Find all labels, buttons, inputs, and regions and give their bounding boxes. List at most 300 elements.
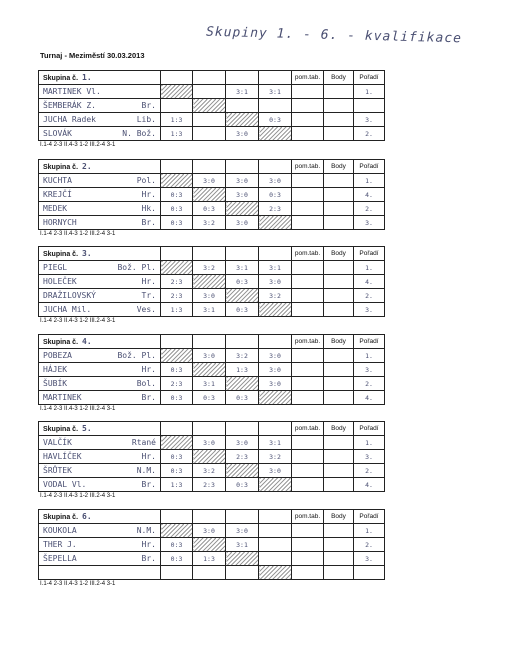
player-name: DRAŽILOVSKÝ [43, 291, 96, 300]
group-table-4 [38, 334, 385, 405]
player-cell [39, 85, 161, 99]
self-match-cell [161, 85, 193, 99]
body-cell [324, 113, 354, 127]
player-club: Tr. [141, 291, 156, 300]
pomtab-cell [292, 391, 324, 405]
self-match-cell [226, 289, 259, 303]
player-row [39, 289, 385, 303]
tournament-title: Turnaj - Meziměstí 30.03.2013 [40, 51, 145, 60]
poradi-cell: 3. [354, 303, 385, 317]
pomtab-header: pom.tab. [292, 71, 324, 85]
header-blank-cell [259, 335, 292, 349]
match-result-cell: 3:1 [226, 85, 259, 99]
player-row [39, 363, 385, 377]
player-club: Hr. [141, 452, 156, 461]
group-table-3 [38, 246, 385, 317]
group-label: Skupina č. [43, 251, 79, 258]
player-name: JUCHA Radek [43, 115, 96, 124]
player-cell [39, 450, 161, 464]
match-result-cell: 0:3 [161, 464, 193, 478]
player-cell [39, 289, 161, 303]
group-number: 1. [82, 73, 92, 82]
header-blank-cell [193, 510, 226, 524]
player-row [39, 85, 385, 99]
match-result-cell: 1:3 [226, 363, 259, 377]
player-club: Hr. [141, 190, 156, 199]
pomtab-header: pom.tab. [292, 160, 324, 174]
pomtab-cell [292, 174, 324, 188]
poradi-cell: 1. [354, 436, 385, 450]
self-match-cell [193, 188, 226, 202]
header-blank-cell [193, 160, 226, 174]
player-cell [39, 113, 161, 127]
player-cell [39, 261, 161, 275]
self-match-cell [161, 524, 193, 538]
match-result-cell: 3:1 [259, 436, 292, 450]
body-cell [324, 303, 354, 317]
body-cell [324, 174, 354, 188]
match-result-cell: 0:3 [161, 538, 193, 552]
header-blank-cell [193, 71, 226, 85]
pomtab-cell [292, 478, 324, 492]
body-cell [324, 436, 354, 450]
match-result-cell: 3:0 [226, 174, 259, 188]
match-result-cell: 3:1 [259, 85, 292, 99]
match-result-cell: 0:3 [259, 113, 292, 127]
self-match-cell [259, 216, 292, 230]
match-result-cell: 0:3 [259, 188, 292, 202]
header-blank-cell [259, 422, 292, 436]
player-row [39, 188, 385, 202]
match-result-cell [161, 566, 193, 580]
header-blank-cell [226, 247, 259, 261]
match-result-cell: 3:0 [259, 363, 292, 377]
group-header [39, 422, 161, 436]
poradi-cell: 2. [354, 202, 385, 216]
match-result-cell [193, 113, 226, 127]
body-cell [324, 538, 354, 552]
match-result-cell: 3:2 [259, 289, 292, 303]
player-name: KOUKOLA [43, 526, 77, 535]
body-header: Body [324, 510, 354, 524]
poradi-cell: 3. [354, 450, 385, 464]
player-row [39, 436, 385, 450]
header-blank-cell [259, 160, 292, 174]
match-result-cell: 3:2 [226, 349, 259, 363]
player-club: Hr. [141, 540, 156, 549]
header-blank-cell [226, 335, 259, 349]
match-result-cell: 1:3 [161, 478, 193, 492]
body-cell [324, 450, 354, 464]
player-club: Bol. [136, 379, 156, 388]
player-row [39, 538, 385, 552]
match-result-cell: 0:3 [161, 450, 193, 464]
poradi-cell: 1. [354, 524, 385, 538]
player-cell [39, 538, 161, 552]
self-match-cell [226, 552, 259, 566]
self-match-cell [161, 174, 193, 188]
header-blank-cell [226, 160, 259, 174]
poradi-header: Pořadí [354, 160, 385, 174]
pomtab-header: pom.tab. [292, 335, 324, 349]
match-result-cell [193, 85, 226, 99]
handwritten-title: Skupiny 1. - 6. - kvalifikace [205, 24, 463, 47]
self-match-cell [226, 202, 259, 216]
body-cell [324, 552, 354, 566]
poradi-cell: 2. [354, 464, 385, 478]
player-row [39, 464, 385, 478]
poradi-cell: 4. [354, 188, 385, 202]
pomtab-cell [292, 289, 324, 303]
header-blank-cell [193, 335, 226, 349]
match-result-cell: 3:1 [226, 261, 259, 275]
player-name: ŠEMBERÁK Z. [43, 101, 96, 110]
poradi-cell: 4. [354, 478, 385, 492]
match-result-cell: 1:3 [193, 552, 226, 566]
match-result-cell: 2:3 [161, 289, 193, 303]
player-cell [39, 127, 161, 141]
self-match-cell [226, 377, 259, 391]
pomtab-cell [292, 566, 324, 580]
match-result-cell: 3:0 [193, 524, 226, 538]
match-result-cell: 1:3 [161, 303, 193, 317]
player-club: Bož. Pl. [117, 351, 156, 360]
player-row [39, 261, 385, 275]
pomtab-header: pom.tab. [292, 247, 324, 261]
group-table-6 [38, 509, 385, 580]
header-blank-cell [226, 510, 259, 524]
poradi-cell [354, 566, 385, 580]
match-result-cell: 3:1 [259, 261, 292, 275]
match-order-line: I.1-4 2-3 II.4-3 1-2 III.2-4 3-1 [40, 493, 116, 499]
pomtab-cell [292, 349, 324, 363]
group-number: 3. [82, 249, 92, 258]
body-cell [324, 261, 354, 275]
pomtab-cell [292, 202, 324, 216]
player-row [39, 202, 385, 216]
player-club: Br. [141, 554, 156, 563]
match-result-cell: 0:3 [161, 391, 193, 405]
body-cell [324, 391, 354, 405]
match-result-cell: 3:0 [193, 436, 226, 450]
poradi-header: Pořadí [354, 335, 385, 349]
player-cell [39, 275, 161, 289]
poradi-cell [354, 99, 385, 113]
match-result-cell: 3:0 [226, 188, 259, 202]
body-cell [324, 464, 354, 478]
player-name: HOLEČEK [43, 277, 77, 286]
player-name: KUCHTA [43, 176, 72, 185]
player-name: PIEGL [43, 263, 68, 272]
match-result-cell: 3:0 [259, 174, 292, 188]
poradi-cell: 2. [354, 127, 385, 141]
body-cell [324, 127, 354, 141]
player-cell [39, 478, 161, 492]
player-row [39, 99, 385, 113]
player-row [39, 524, 385, 538]
match-result-cell: 3:0 [193, 349, 226, 363]
match-order-line: I.1-4 2-3 II.4-3 1-2 III.2-4 3-1 [40, 142, 116, 148]
poradi-cell: 1. [354, 349, 385, 363]
player-club: Hr. [141, 365, 156, 374]
self-match-cell [259, 478, 292, 492]
header-blank-cell [161, 335, 193, 349]
body-header: Body [324, 71, 354, 85]
match-result-cell: 3:0 [193, 289, 226, 303]
body-cell [324, 216, 354, 230]
group-label: Skupina č. [43, 164, 79, 171]
group-number: 2. [82, 162, 92, 171]
player-cell [39, 464, 161, 478]
player-club: Hk. [141, 204, 156, 213]
player-club: Rtané [131, 438, 156, 447]
player-name: HÁJEK [43, 365, 68, 374]
body-cell [324, 349, 354, 363]
poradi-cell: 2. [354, 377, 385, 391]
body-header: Body [324, 160, 354, 174]
pomtab-cell [292, 303, 324, 317]
match-result-cell: 0:3 [193, 391, 226, 405]
poradi-header: Pořadí [354, 247, 385, 261]
group-header [39, 510, 161, 524]
player-cell [39, 436, 161, 450]
match-result-cell: 0:3 [161, 202, 193, 216]
match-order-line: I.1-4 2-3 II.4-3 1-2 III.2-4 3-1 [40, 231, 116, 237]
header-blank-cell [161, 510, 193, 524]
self-match-cell [161, 261, 193, 275]
poradi-cell: 2. [354, 289, 385, 303]
player-row [39, 377, 385, 391]
body-cell [324, 363, 354, 377]
match-result-cell [259, 538, 292, 552]
poradi-cell: 2. [354, 538, 385, 552]
player-name: POBEZA [43, 351, 72, 360]
match-result-cell: 3:1 [193, 377, 226, 391]
match-result-cell: 3:0 [259, 275, 292, 289]
pomtab-cell [292, 85, 324, 99]
player-row [39, 275, 385, 289]
player-cell [39, 216, 161, 230]
header-blank-cell [259, 247, 292, 261]
match-result-cell: 3:0 [259, 464, 292, 478]
player-row [39, 127, 385, 141]
player-name: SLOVÁK [43, 129, 72, 138]
match-result-cell: 2:3 [161, 377, 193, 391]
pomtab-header: pom.tab. [292, 510, 324, 524]
player-cell [39, 391, 161, 405]
pomtab-cell [292, 464, 324, 478]
player-cell [39, 188, 161, 202]
match-result-cell [259, 524, 292, 538]
poradi-header: Pořadí [354, 422, 385, 436]
body-cell [324, 202, 354, 216]
player-name: MEDEK [43, 204, 68, 213]
group-label: Skupina č. [43, 514, 79, 521]
match-result-cell: 0:3 [226, 303, 259, 317]
self-match-cell [193, 275, 226, 289]
group-header [39, 335, 161, 349]
match-result-cell: 3:0 [226, 127, 259, 141]
player-cell [39, 524, 161, 538]
pomtab-cell [292, 216, 324, 230]
poradi-cell: 3. [354, 552, 385, 566]
header-blank-cell [193, 422, 226, 436]
pomtab-cell [292, 538, 324, 552]
self-match-cell [193, 99, 226, 113]
match-result-cell: 0:3 [161, 552, 193, 566]
pomtab-cell [292, 436, 324, 450]
group-number: 5. [82, 424, 92, 433]
match-result-cell: 3:1 [193, 303, 226, 317]
body-cell [324, 85, 354, 99]
body-cell [324, 524, 354, 538]
match-result-cell: 3:2 [193, 216, 226, 230]
group-table-1 [38, 70, 385, 141]
self-match-cell [226, 113, 259, 127]
player-club: Br. [141, 218, 156, 227]
player-cell [39, 377, 161, 391]
player-name: ŠUBÍK [43, 379, 68, 388]
pomtab-cell [292, 127, 324, 141]
body-cell [324, 289, 354, 303]
header-blank-cell [161, 71, 193, 85]
poradi-header: Pořadí [354, 510, 385, 524]
player-club: N.M. [136, 466, 156, 475]
match-result-cell [161, 99, 193, 113]
player-cell [39, 566, 161, 580]
player-cell [39, 99, 161, 113]
player-name: JUCHA Mil. [43, 305, 92, 314]
player-name: MARTINEK Vl. [43, 87, 101, 96]
header-blank-cell [161, 247, 193, 261]
match-result-cell [259, 99, 292, 113]
player-name: VALČÍK [43, 438, 72, 447]
player-name: VODAL Vl. [43, 480, 87, 489]
body-cell [324, 377, 354, 391]
player-row [39, 391, 385, 405]
match-result-cell: 0:3 [226, 391, 259, 405]
match-result-cell: 3:0 [226, 524, 259, 538]
group-header [39, 247, 161, 261]
player-row [39, 174, 385, 188]
player-club: Br. [141, 393, 156, 402]
group-label: Skupina č. [43, 75, 79, 82]
poradi-cell: 4. [354, 275, 385, 289]
poradi-cell: 1. [354, 85, 385, 99]
pomtab-cell [292, 552, 324, 566]
self-match-cell [259, 391, 292, 405]
player-club: Pol. [136, 176, 156, 185]
body-header: Body [324, 335, 354, 349]
player-cell [39, 552, 161, 566]
player-cell [39, 349, 161, 363]
group-label: Skupina č. [43, 339, 79, 346]
body-cell [324, 99, 354, 113]
player-row [39, 552, 385, 566]
match-result-cell: 0:3 [161, 363, 193, 377]
player-club: N. Bož. [122, 129, 156, 138]
player-club: Br. [141, 101, 156, 110]
group-number: 6. [82, 512, 92, 521]
player-row [39, 303, 385, 317]
match-result-cell [193, 127, 226, 141]
self-match-cell [259, 303, 292, 317]
body-cell [324, 566, 354, 580]
self-match-cell [161, 436, 193, 450]
player-name: THER J. [43, 540, 77, 549]
self-match-cell [193, 538, 226, 552]
pomtab-cell [292, 363, 324, 377]
match-result-cell: 2:3 [161, 275, 193, 289]
self-match-cell [259, 566, 292, 580]
player-club: Ves. [136, 305, 156, 314]
poradi-cell: 1. [354, 261, 385, 275]
player-name: HORNYCH [43, 218, 77, 227]
self-match-cell [193, 363, 226, 377]
self-match-cell [193, 450, 226, 464]
player-row [39, 478, 385, 492]
group-table-2 [38, 159, 385, 230]
match-result-cell: 3:2 [193, 464, 226, 478]
player-name: ŠRŮTEK [43, 466, 72, 475]
self-match-cell [161, 349, 193, 363]
player-cell [39, 202, 161, 216]
match-result-cell: 2:3 [259, 202, 292, 216]
match-result-cell: 3:1 [226, 538, 259, 552]
match-result-cell: 3:0 [259, 377, 292, 391]
header-blank-cell [259, 510, 292, 524]
poradi-cell: 3. [354, 216, 385, 230]
header-blank-cell [226, 422, 259, 436]
group-table-5 [38, 421, 385, 492]
match-result-cell: 0:3 [193, 202, 226, 216]
body-cell [324, 478, 354, 492]
match-result-cell [259, 552, 292, 566]
poradi-cell: 3. [354, 363, 385, 377]
pomtab-cell [292, 275, 324, 289]
match-result-cell: 1:3 [161, 127, 193, 141]
header-blank-cell [193, 247, 226, 261]
player-cell [39, 174, 161, 188]
pomtab-cell [292, 524, 324, 538]
match-result-cell: 2:3 [226, 450, 259, 464]
player-cell [39, 363, 161, 377]
player-club: Br. [141, 480, 156, 489]
pomtab-cell [292, 188, 324, 202]
group-header [39, 160, 161, 174]
player-row [39, 216, 385, 230]
pomtab-cell [292, 113, 324, 127]
header-blank-cell [161, 422, 193, 436]
player-row [39, 349, 385, 363]
player-row [39, 566, 385, 580]
poradi-cell: 3. [354, 113, 385, 127]
group-header [39, 71, 161, 85]
player-cell [39, 303, 161, 317]
body-cell [324, 275, 354, 289]
poradi-cell: 1. [354, 174, 385, 188]
match-result-cell: 0:3 [226, 478, 259, 492]
player-name: HAVLÍČEK [43, 452, 82, 461]
match-result-cell: 3:2 [259, 450, 292, 464]
match-result-cell: 1:3 [161, 113, 193, 127]
match-result-cell: 0:3 [161, 216, 193, 230]
self-match-cell [226, 464, 259, 478]
pomtab-cell [292, 261, 324, 275]
match-order-line: I.1-4 2-3 II.4-3 1-2 III.2-4 3-1 [40, 318, 116, 324]
header-blank-cell [226, 71, 259, 85]
player-club: Lib. [136, 115, 156, 124]
